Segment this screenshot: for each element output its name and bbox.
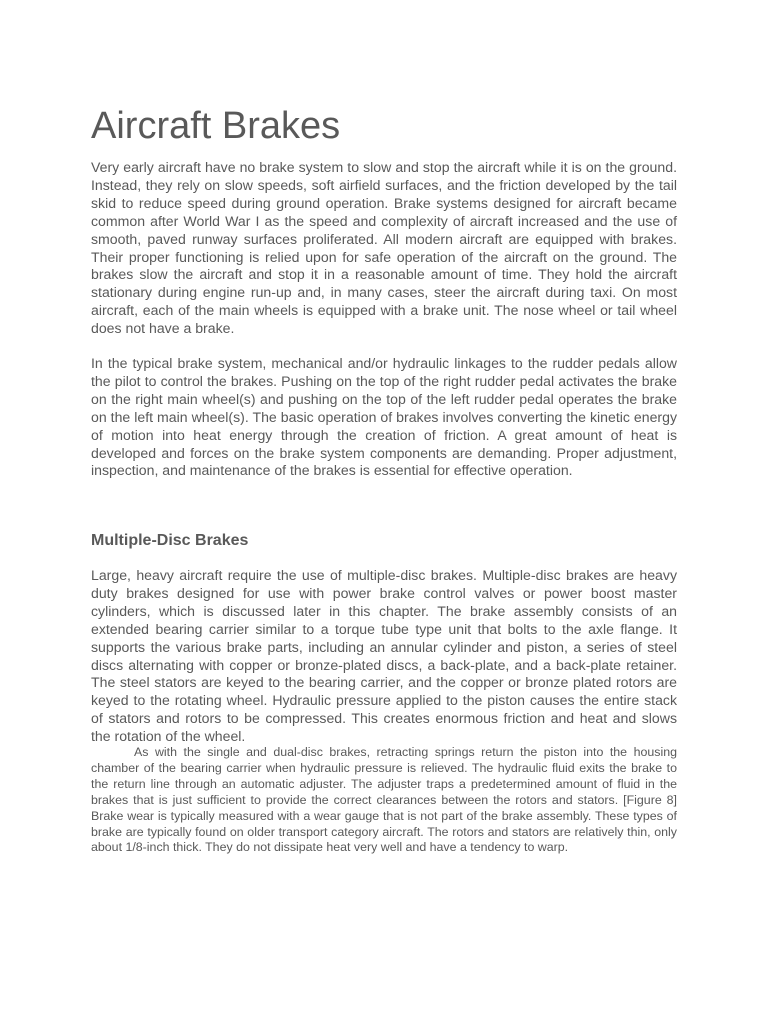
multiple-disc-continuation-paragraph: As with the single and dual-disc brakes, retracting springs return the piston into the housing chamber of the bearing carrier when hydraulic pressure is relieved. The hydraulic fluid exits the brake to the return line through an automatic adjuster. The adjuster traps a predetermined amount of fluid in the brakes that is just sufficient to provide the correct clearances between the rotors and stators. [Figure 8] Brake wear is typically measured with a wear gauge that is not part of the brake assembly. These types of brake are typically found on older transport category aircraft. The rotors and stators are relatively thin, only about 1/8-inch thick. They do not dissipate heat very well and have a tendency to warp. — [91, 745, 677, 855]
intro-paragraph: Very early aircraft have no brake system to slow and stop the aircraft while it is on the ground. Instead, they rely on slow speeds, soft airfield surfaces, and the friction developed by the tail skid to reduce speed during ground operation. Brake systems designed for aircraft became common after World War I as the speed and complexity of aircraft increased and the use of smooth, paved runway surfaces proliferated. All modern aircraft are equipped with brakes. Their proper functioning is relied upon for safe operation of the aircraft on the ground. The brakes slow the aircraft and stop it in a reasonable amount of time. They hold the aircraft stationary during engine run-up and, in many cases, steer the aircraft during taxi. On most aircraft, each of the main wheels is equipped with a brake unit. The nose wheel or tail wheel does not have a brake. — [91, 159, 677, 337]
section-heading: Multiple-Disc Brakes — [91, 532, 249, 549]
multiple-disc-paragraph: Large, heavy aircraft require the use of multiple-disc brakes. Multiple-disc brakes are heavy duty brakes designed for use with power brake control valves or power boost master cylinders, which is discussed later in this chapter. The brake assembly consists of an extended bearing carrier similar to a torque tube type unit that bolts to the axle flange. It supports the various brake parts, including an annular cylinder and piston, a series of steel discs alternating with copper or bronze-plated discs, a back-plate, and a back-plate retainer. The steel stators are keyed to the bearing carrier, and the copper or bronze plated rotors are keyed to the rotating wheel. Hydraulic pressure applied to the piston causes the entire stack of stators and rotors to be compressed. This creates enormous friction and heat and slows the rotation of the wheel. — [91, 567, 677, 745]
brake-system-paragraph: In the typical brake system, mechanical and/or hydraulic linkages to the rudder pedals allow the pilot to control the brakes. Pushing on the top of the right rudder pedal activates the brake on the right main wheel(s) and pushing on the top of the left rudder pedal operates the brake on the left main wheel(s). The basic operation of brakes involves converting the kinetic energy of motion into heat energy through the creation of friction. A great amount of heat is developed and forces on the brake system components are demanding. Proper adjustment, inspection, and maintenance of the brakes is essential for effective operation. — [91, 355, 677, 479]
page-title: Aircraft Brakes — [91, 105, 341, 147]
